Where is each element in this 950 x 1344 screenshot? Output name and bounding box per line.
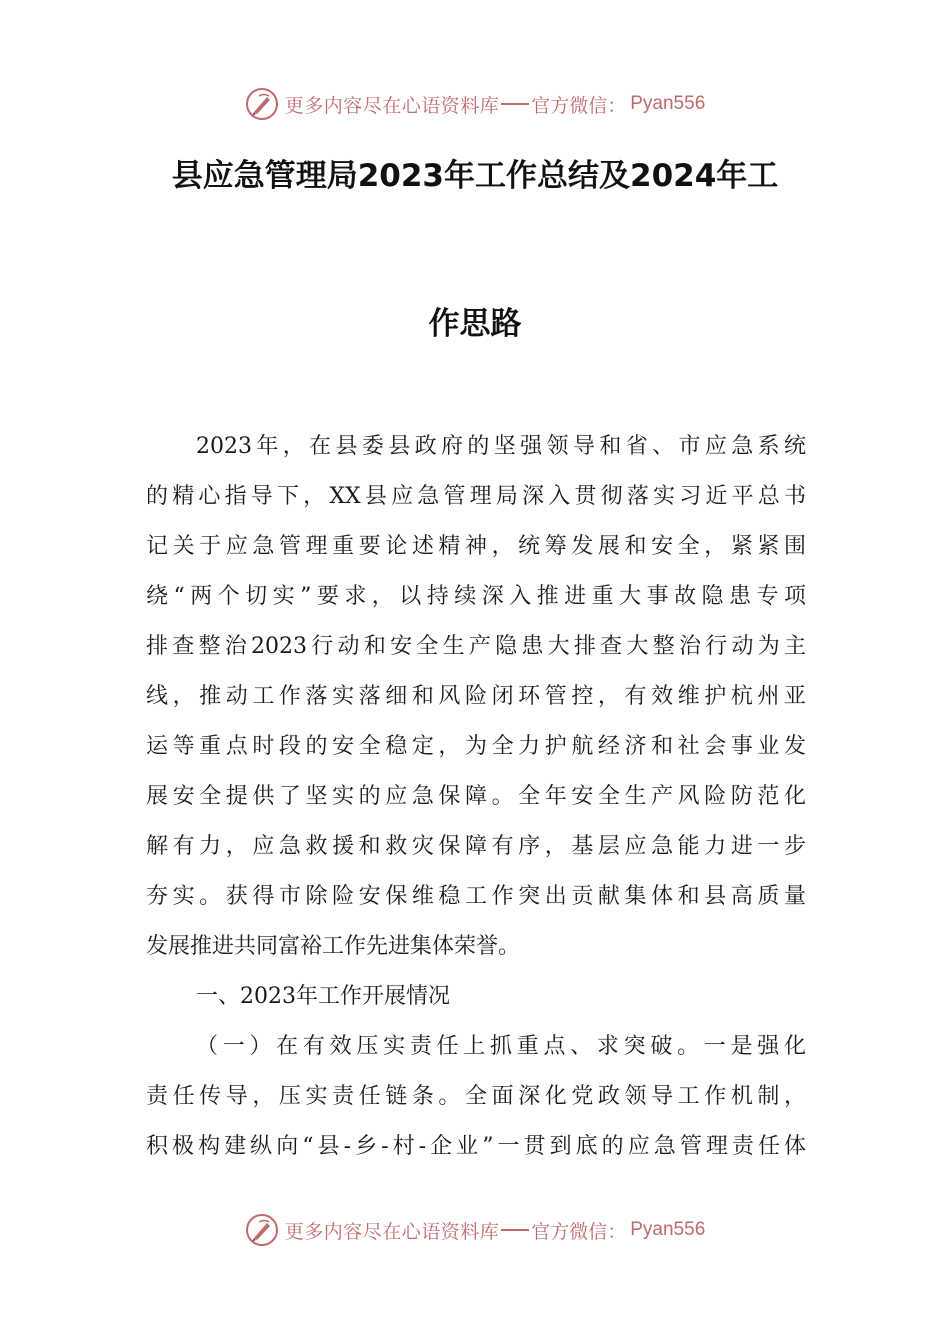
banner-wechat-id: Pyan556 [630,1219,706,1240]
paragraph-line: 绕“两个切实”要求，以持续深入推进重大事故隐患专项 [146,584,806,609]
banner-text: 更多内容尽在心语资料库 [284,1220,500,1243]
paragraph-line: 发展推进共同富裕工作先进集体荣誉。 [146,934,521,959]
pen-logo-icon [245,87,279,121]
banner-wechat-id: Pyan556 [630,93,706,114]
paragraph-line: 积极构建纵向“县-乡-村-企业”一贯到底的应急管理责任体 [146,1134,806,1159]
paragraph-line: 运等重点时段的安全稳定，为全力护航经济和社会事业发 [146,734,806,759]
banner-separator [501,1229,529,1231]
paragraph-line: 责任传导，压实责任链条。全面深化党政领导工作机制， [146,1084,806,1109]
paragraph-line: 线，推动工作落实落细和风险闭环管控，有效维护杭州亚 [146,684,806,709]
banner-separator [501,103,529,105]
banner-text: 更多内容尽在心语资料库 [284,94,500,117]
footer-banner [0,1210,950,1250]
banner-wechat-label: 官方微信： [531,94,627,117]
paragraph-line: 夯实。获得市除险安保维稳工作突出贡献集体和县高质量 [146,884,806,909]
document-title-line-2: 作思路 [428,306,522,342]
paragraph-line: 解有力，应急救援和救灾保障有序，基层应急能力进一步 [146,834,806,859]
paragraph-line: （一）在有效压实责任上抓重点、求突破。一是强化 [196,1034,806,1059]
paragraph-line: 排查整治2023行动和安全生产隐患大排查大整治行动为主 [146,634,806,659]
paragraph-line: 2023年，在县委县政府的坚强领导和省、市应急系统 [196,434,806,459]
paragraph-line: 记关于应急管理重要论述精神，统筹发展和安全，紧紧围 [146,534,806,559]
header-banner [0,84,950,124]
pen-logo-icon [245,1213,279,1247]
paragraph-line: 展安全提供了坚实的应急保障。全年安全生产风险防范化 [146,784,806,809]
section-heading: 一、2023年工作开展情况 [196,984,450,1009]
document-title-line-1: 县应急管理局2023年工作总结及2024年工 [171,158,779,194]
paragraph-line: 的精心指导下，XX县应急管理局深入贯彻落实习近平总书 [146,484,806,509]
banner-wechat-label: 官方微信： [531,1220,627,1243]
